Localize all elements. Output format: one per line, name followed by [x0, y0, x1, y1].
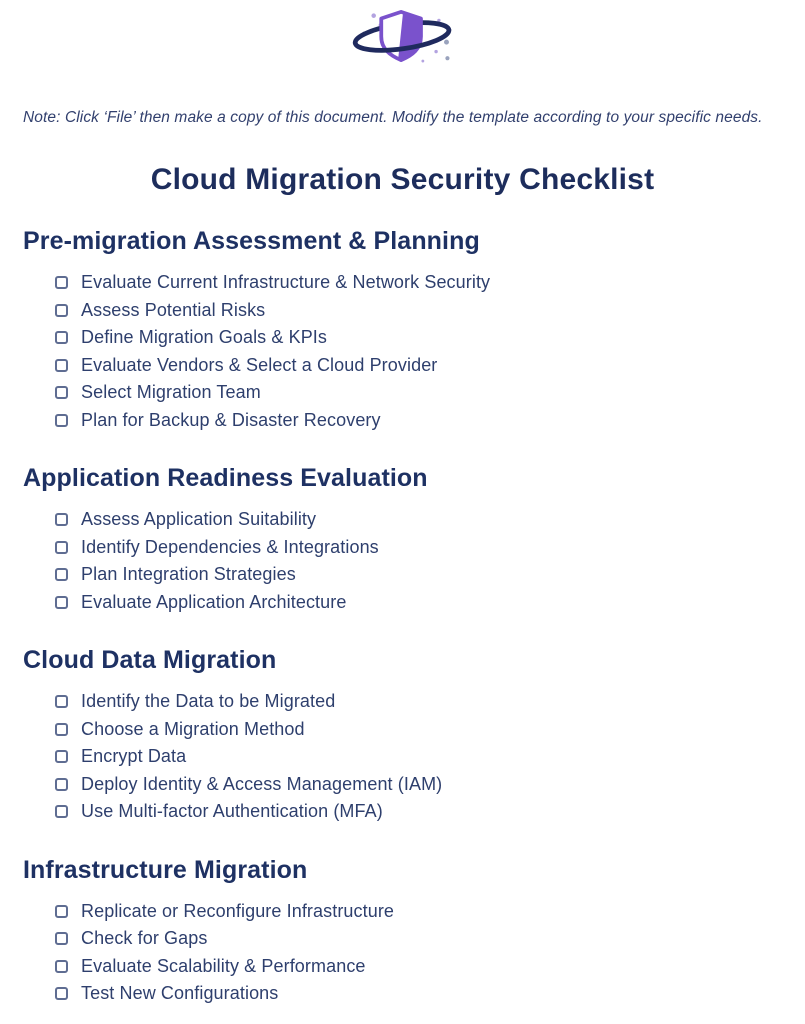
- checkbox-unchecked[interactable]: [55, 596, 68, 609]
- checklist-item: [0, 534, 805, 562]
- item-label: Select Migration Team: [81, 382, 261, 403]
- checklist-item: [0, 980, 805, 1008]
- item-label: Deploy Identity & Access Management (IAM): [81, 773, 443, 794]
- checklist-item: [0, 506, 805, 534]
- checklist-item: [0, 743, 805, 771]
- item-label: Evaluate Application Architecture: [81, 591, 347, 612]
- checkbox-unchecked[interactable]: [55, 304, 68, 317]
- checkbox-unchecked[interactable]: [55, 331, 68, 344]
- item-label: Define Migration Goals & KPIs: [81, 327, 328, 348]
- checkbox-unchecked[interactable]: [55, 805, 68, 818]
- checklist-item: [0, 379, 805, 407]
- checklist-item: [0, 771, 805, 799]
- item-label: Check for Gaps: [81, 928, 208, 949]
- checkbox-unchecked[interactable]: [55, 276, 68, 289]
- item-label: Encrypt Data: [81, 746, 187, 767]
- note-text: Note: Click ‘File’ then make a copy of this document. Modify the template according to your specific needs.: [23, 109, 763, 126]
- sections-container: [0, 227, 805, 1008]
- checkbox-unchecked[interactable]: [55, 513, 68, 526]
- checklist-item: [0, 953, 805, 981]
- section-items: [0, 269, 805, 434]
- checklist-item: [0, 407, 805, 435]
- checklist-item: [0, 798, 805, 826]
- checklist-item: [0, 324, 805, 352]
- section-heading: Pre-migration Assessment & Planning: [23, 227, 480, 255]
- checklist-section: [0, 856, 805, 1008]
- checkbox-unchecked[interactable]: [55, 932, 68, 945]
- item-label: Identify Dependencies & Integrations: [81, 536, 379, 557]
- item-label: Identify the Data to be Migrated: [81, 691, 336, 712]
- item-label: Use Multi-factor Authentication (MFA): [81, 801, 383, 822]
- section-items: [0, 506, 805, 616]
- checkbox-unchecked[interactable]: [55, 750, 68, 763]
- section-items: [0, 898, 805, 1008]
- checklist-item: [0, 352, 805, 380]
- checkbox-unchecked[interactable]: [55, 414, 68, 427]
- checkbox-unchecked[interactable]: [55, 541, 68, 554]
- checklist-item: [0, 925, 805, 953]
- item-label: Evaluate Vendors & Select a Cloud Provider: [81, 354, 438, 375]
- checkbox-unchecked[interactable]: [55, 723, 68, 736]
- item-label: Replicate or Reconfigure Infrastructure: [81, 900, 395, 921]
- checkbox-unchecked[interactable]: [55, 905, 68, 918]
- checkbox-unchecked[interactable]: [55, 695, 68, 708]
- checkbox-unchecked[interactable]: [55, 960, 68, 973]
- item-label: Test New Configurations: [81, 983, 279, 1004]
- checkbox-unchecked[interactable]: [55, 987, 68, 1000]
- checkbox-unchecked[interactable]: [55, 386, 68, 399]
- checklist-item: [0, 716, 805, 744]
- item-label: Evaluate Current Infrastructure & Network Security: [81, 272, 491, 293]
- item-label: Plan Integration Strategies: [81, 564, 296, 585]
- item-label: Choose a Migration Method: [81, 718, 305, 739]
- checklist-section: [0, 464, 805, 616]
- item-label: Evaluate Scalability & Performance: [81, 955, 366, 976]
- section-items: [0, 688, 805, 826]
- checklist-section: [0, 227, 805, 434]
- item-label: Assess Potential Risks: [81, 299, 266, 320]
- page-title: Cloud Migration Security Checklist: [150, 163, 655, 196]
- section-heading: Application Readiness Evaluation: [23, 464, 428, 492]
- checkbox-unchecked[interactable]: [55, 359, 68, 372]
- checklist-section: [0, 646, 805, 826]
- checkbox-unchecked[interactable]: [55, 778, 68, 791]
- item-label: Plan for Backup & Disaster Recovery: [81, 409, 381, 430]
- section-heading: Infrastructure Migration: [23, 855, 308, 884]
- checklist-item: [0, 589, 805, 617]
- checklist-item: [0, 297, 805, 325]
- checklist-item: [0, 561, 805, 589]
- checklist-item: [0, 269, 805, 297]
- shield-orbit-logo-icon: [351, 5, 455, 67]
- item-label: Assess Application Suitability: [81, 509, 317, 530]
- checkbox-unchecked[interactable]: [55, 568, 68, 581]
- logo-container: [0, 0, 805, 68]
- section-heading: Cloud Data Migration: [23, 646, 277, 674]
- checklist-item: [0, 688, 805, 716]
- checklist-item: [0, 898, 805, 926]
